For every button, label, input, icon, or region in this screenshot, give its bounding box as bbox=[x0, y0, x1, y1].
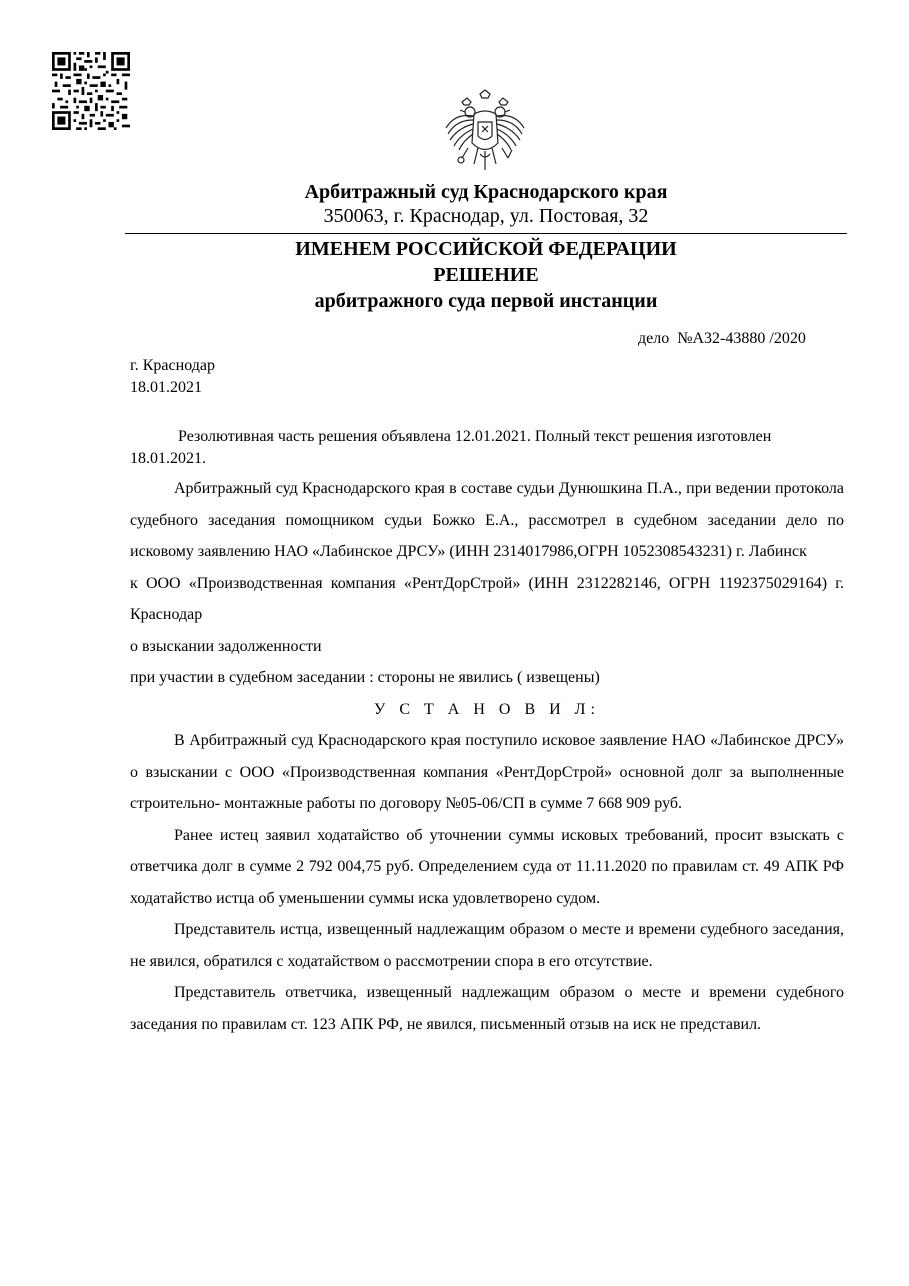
coat-of-arms-icon bbox=[440, 88, 530, 178]
resolution-note: Резолютивная часть решения объявлена 12.01.2021. Полный текст решения изготовлен 18.01.2021. bbox=[130, 428, 772, 467]
intro-paragraph: Арбитражный суд Краснодарского края в составе судьи Дунюшкина П.А., при ведении протокола судебного заседания помощником судьи Божко Е.А., рассмотрел в судебном заседании дело по исковому заявлению НАО «Лабинское ДРСУ» (ИНН 2314017986,ОГРН 1052308543231) г. Лабинск bbox=[130, 480, 844, 560]
established-heading: У С Т А Н О В И Л: bbox=[374, 700, 600, 718]
qr-code-icon bbox=[52, 52, 130, 130]
paragraph: Представитель истца, извещенный надлежащим образом о месте и времени судебного заседания, не явился, обратился с ходатайством о рассмотрении спора в его отсутствие. bbox=[130, 921, 844, 970]
paragraph: Представитель ответчика, извещенный надлежащим образом о месте и времени судебного заседания по правилам ст. 123 АПК РФ, не явился, письменный отзыв на иск не представил. bbox=[130, 984, 844, 1033]
participants-line: при участии в судебном заседании : стороны не явились ( извещены) bbox=[130, 669, 600, 686]
title-block bbox=[125, 236, 847, 314]
document-body bbox=[130, 426, 844, 1040]
place-date-block bbox=[130, 355, 215, 399]
in-name-of-heading: ИМЕНЕМ РОССИЙСКОЙ ФЕДЕРАЦИИ bbox=[295, 238, 677, 260]
document-type-heading: РЕШЕНИЕ bbox=[433, 264, 539, 286]
court-address: 350063, г. Краснодар, ул. Постовая, 32 bbox=[323, 205, 649, 227]
decision-date: 18.01.2021 bbox=[130, 379, 202, 396]
paragraph: Ранее истец заявил ходатайство об уточнении суммы исковых требований, просит взыскать с ответчика долг в сумме 2 792 004,75 руб. Определением суда от 11.11.2020 по правилам ст. 49 АПК РФ ходатайство истца об уменьшении суммы иска удовлетворено судом. bbox=[130, 826, 844, 907]
document-subtitle: арбитражного суда первой инстанции bbox=[314, 290, 658, 312]
place: г. Краснодар bbox=[130, 357, 215, 374]
case-number: дело №А32-43880 /2020 bbox=[638, 330, 806, 347]
header-divider bbox=[125, 233, 847, 234]
document-header bbox=[125, 180, 847, 314]
subject-line: о взыскании задолженности bbox=[130, 637, 322, 655]
paragraph: В Арбитражный суд Краснодарского края поступило исковое заявление НАО «Лабинское ДРСУ» о взыскании с ООО «Производственная компания «РентДорСтрой» основной долг за выполненные строительно- монтажные работы по договору №05-06/СП в сумме 7 668 909 руб. bbox=[130, 732, 844, 812]
court-name: Арбитражный суд Краснодарского края bbox=[304, 181, 668, 203]
defendant-line: к ООО «Производственная компания «РентДорСтрой» (ИНН 2312282146, ОГРН 1192375029164) г. Краснодар bbox=[130, 574, 844, 623]
